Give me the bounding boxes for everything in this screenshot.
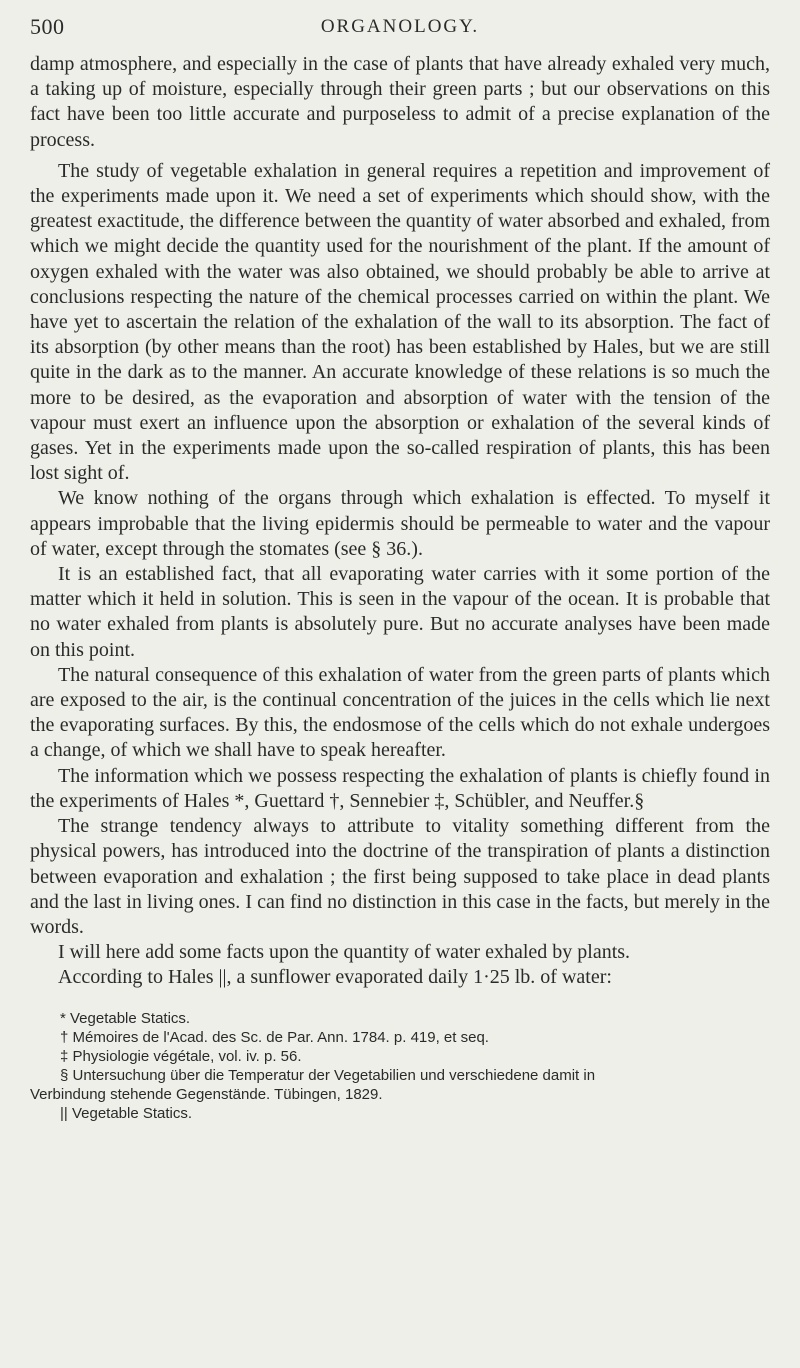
footnote: † Mémoires de l'Acad. des Sc. de Par. Ann. 1784. p. 419, et seq. bbox=[60, 1028, 489, 1046]
body-text bbox=[30, 52, 770, 991]
footnote: * Vegetable Statics. bbox=[60, 1009, 191, 1027]
paragraph: I will here add some facts upon the quantity of water exhaled by plants. bbox=[58, 941, 631, 964]
paragraph: The natural consequence of this exhalation of water from the green parts of plants which are exposed to the air, is the continual concentration of the juices in the cells which lie next the evaporating surfaces. By this, the endosmose of the cells which do not exhale undergoes a change, of which we shall have to speak hereafter. bbox=[30, 663, 770, 762]
footnote-continuation: Verbindung stehende Gegenstände. Tübingen, 1829. bbox=[30, 1085, 383, 1103]
paragraph: We know nothing of the organs through which exhalation is effected. To myself it appears improbable that the living epidermis should be permeable to water and the vapour of water, except through the stomates (see § 36.). bbox=[30, 487, 770, 560]
paragraph: The study of vegetable exhalation in general requires a repetition and improvement of the experiments made upon it. We need a set of experiments which should show, with the greatest exactitude, the difference between the quantity of water absorbed and exhaled, from which we might decide the quantity used for the nourishment of the plant. If the amount of oxygen exhaled with the water was also obtained, we should probably be able to arrive at conclusions respecting the nature of the chemical processes carried on within the plant. We have yet to ascertain the relation of the exhalation of the wall to its absorption. The fact of its absorption (by other means than the root) has been established by Hales, but we are still quite in the dark as to the manner. An accurate knowledge of these relations is so much the more to be desired, as the evaporation and absorption of water with the tension of the vapour must exert an influence upon the absorption or exhalation of the several kinds of gases. Yet in the experiments made upon the so-called respiration of plants, this has been lost sight of. bbox=[30, 159, 770, 485]
paragraph: It is an established fact, that all evaporating water carries with it some portion of the matter which it held in solution. This is seen in the vapour of the ocean. It is probable that no water exhaled from plants is absolutely pure. But no accurate analyses have been made on this point. bbox=[30, 563, 770, 661]
paragraph: The strange tendency always to attribute to vitality something different from the physical powers, has introduced into the doctrine of the transpiration of plants a distinction between evaporation and exhalation ; the first being supposed to take place in dead plants and the last in living ones. I can find no distinction in this case in the facts, but merely in the words. bbox=[30, 815, 770, 938]
paragraph: damp atmosphere, and especially in the case of plants that have already exhaled very much, a taking up of moisture, especially through their green parts ; but our observations on this fact have been too little accurate and purposeless to admit of a precise explanation of the process. bbox=[30, 53, 770, 151]
footnote: ‡ Physiologie végétale, vol. iv. p. 56. bbox=[60, 1047, 302, 1065]
footnotes bbox=[30, 1009, 770, 1123]
page-title: ORGANOLOGY. bbox=[320, 16, 480, 37]
running-head bbox=[30, 14, 770, 44]
page-number: 500 bbox=[30, 14, 65, 39]
footnote: || Vegetable Statics. bbox=[60, 1104, 193, 1122]
paragraph: The information which we possess respecting the exhalation of plants is chiefly found in the experiments of Hales *, Guettard †, Sennebier ‡, Schübler, and Neuffer.§ bbox=[30, 764, 770, 812]
footnote: § Untersuchung über die Temperatur der Vegetabilien und verschiedene damit in bbox=[60, 1066, 596, 1084]
paragraph: According to Hales ||, a sunflower evaporated daily 1·25 lb. of water: bbox=[58, 966, 612, 989]
